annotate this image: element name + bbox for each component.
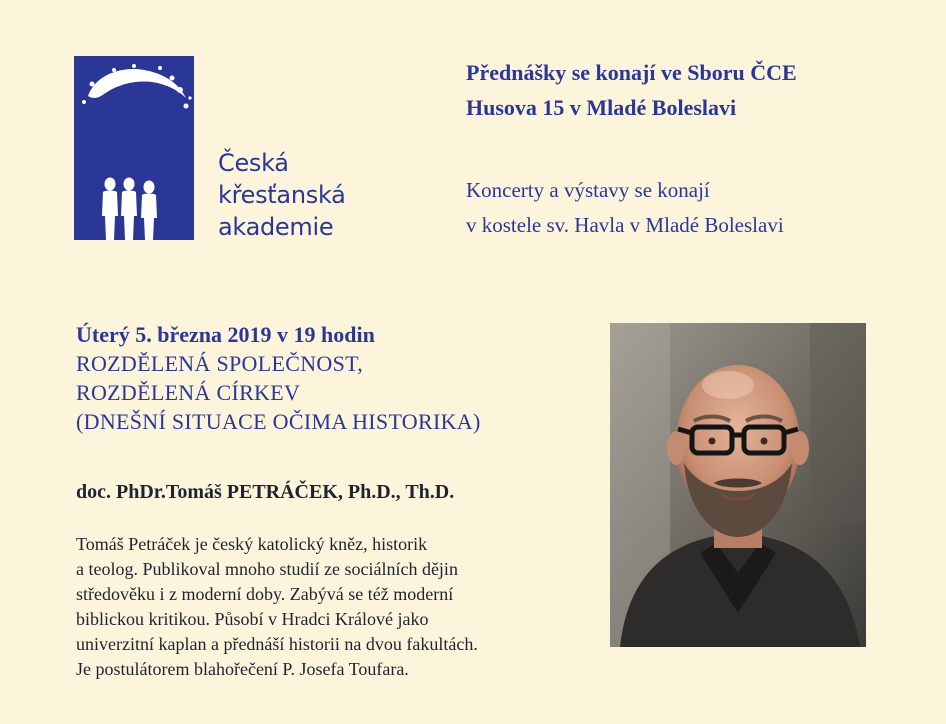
academy-logo — [74, 56, 194, 240]
concert-venue-line: Koncerty a výstavy se konají — [466, 178, 710, 202]
event-block — [76, 320, 481, 436]
speaker-portrait-photo — [610, 323, 866, 647]
speaker-name: doc. PhDr.Tomáš PETRÁČEK, Ph.D., Th.D. — [76, 481, 455, 503]
academy-name-line: křesťanská — [218, 181, 346, 209]
academy-name-line: akademie — [218, 213, 334, 241]
bio-line: Tomáš Petráček je český katolický kněz, historik — [76, 534, 428, 554]
academy-name — [218, 147, 346, 243]
bio-line: univerzitní kaplan a přednáší historii na dvou fakultách. — [76, 634, 478, 654]
bio-line: biblickou kritikou. Působí v Hradci Králové jako — [76, 609, 429, 629]
event-title-line: ROZDĚLENÁ SPOLEČNOST, — [76, 351, 364, 376]
concert-venue-info — [466, 173, 784, 243]
event-title-line: (DNEŠNÍ SITUACE OČIMA HISTORIKA) — [76, 409, 481, 434]
event-date: Úterý 5. března 2019 v 19 hodin — [76, 322, 375, 347]
concert-venue-line: v kostele sv. Havla v Mladé Boleslavi — [466, 213, 784, 237]
bio-line: Je postulátorem blahořečení P. Josefa Toufara. — [76, 659, 409, 679]
bio-line: a teolog. Publikoval mnoho studií ze sociálních dějin — [76, 559, 458, 579]
speaker-bio — [76, 532, 606, 682]
academy-name-line: Česká — [218, 149, 289, 177]
lecture-venue-info — [466, 55, 797, 125]
speaker-photo — [610, 323, 866, 647]
event-title-line: ROZDĚLENÁ CÍRKEV — [76, 380, 301, 405]
bio-line: středověku i z moderní doby. Zabývá se též moderní — [76, 584, 454, 604]
lecture-venue-line: Přednášky se konají ve Sboru ČCE — [466, 60, 797, 85]
lecture-venue-line: Husova 15 v Mladé Boleslavi — [466, 95, 737, 120]
academy-logo-icon — [74, 56, 194, 240]
